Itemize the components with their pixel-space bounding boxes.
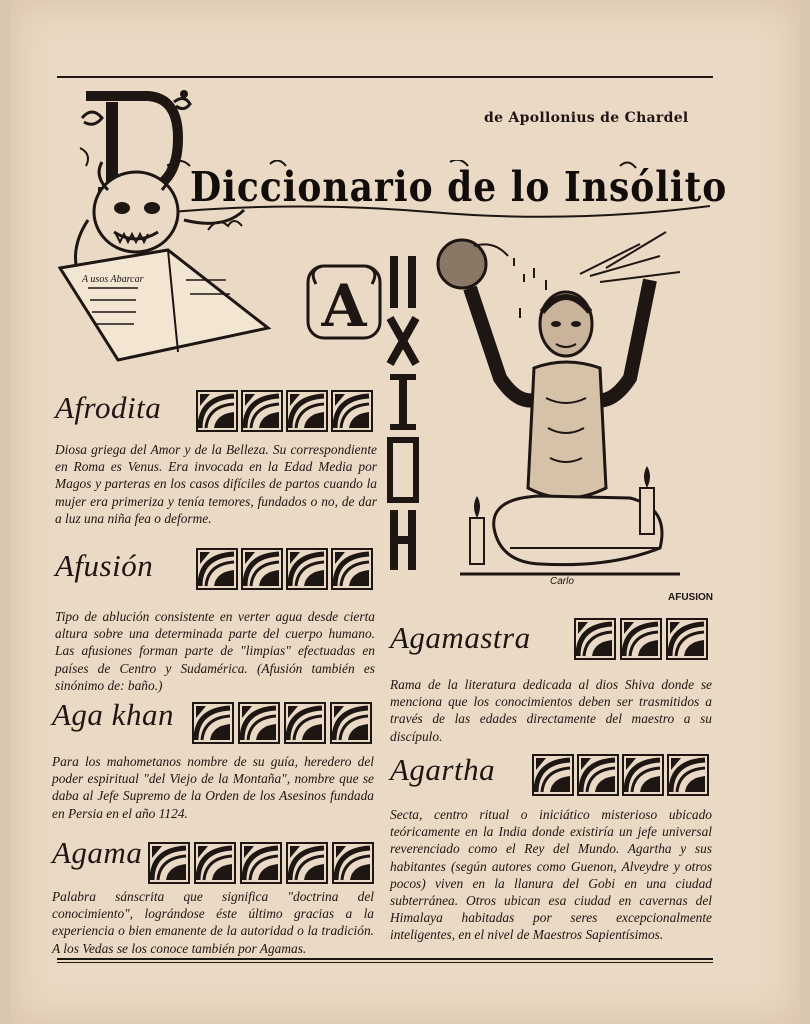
ornament-band-aga-khan	[192, 702, 376, 746]
entry-term-aga-khan: Aga khan	[52, 697, 174, 732]
page-title: Diccionario de lo Insólito	[190, 162, 728, 212]
entry-text-agama: Palabra sánscrita que significa "doctrina del conocimiento", lográndose éste último gracias a la experiencia o bien emanente de la autoridad o la tradición. A los Vedas se los conoce también por Agamas.	[52, 889, 374, 956]
demon-with-book-illustration	[58, 160, 278, 365]
byline: de Apollonius de Chardel	[484, 110, 689, 126]
entry-term-afrodita: Afrodita	[55, 390, 162, 425]
artist-signature: Carlo	[550, 576, 574, 587]
entry-term-agartha: Agartha	[390, 752, 496, 787]
ornament-band-afrodita	[196, 390, 376, 434]
section-letter: A	[321, 272, 367, 340]
entry-text-afrodita: Diosa griega del Amor y de la Belleza. Su correspondiente en Roma es Venus. Era invocada en la Edad Media por Magos y parteras en los casos difíciles de partos cuando la mujer era primeriza y tenía temores, fundados o no, de dar a luz una niña fea o deforme.	[55, 442, 377, 526]
bottom-rule	[57, 958, 713, 960]
entry-term-agamastra: Agamastra	[390, 620, 531, 655]
afusion-illustration	[430, 228, 715, 588]
top-rule	[57, 76, 713, 78]
entry-text-aga-khan: Para los mahometanos nombre de su guía, heredero del poder espiritual "del Viejo de la Montaña", nombre que se daba al Jefe Supremo de la Orden de los Asesinos fundada en Persia en el año 1124.	[52, 754, 374, 821]
entry-term-agama: Agama	[52, 835, 143, 870]
ornament-band-agartha	[532, 754, 712, 798]
vertical-ornament-bars	[386, 254, 426, 572]
section-letter-ornament	[306, 262, 382, 342]
ornament-band-agama	[148, 842, 374, 886]
ornament-band-afusion	[196, 548, 376, 592]
entry-text-afusion: Tipo de ablución consistente en verter agua desde cierta altura sobre una determinada parte del cuerpo humano. Las afusiones forman parte de "limpias" efectuadas en países de Centro y Sudamérica. (Afusión también es sinónimo de: baño.)	[55, 609, 375, 693]
ornament-band-agamastra	[574, 618, 710, 662]
entry-text-agamastra: Rama de la literatura dedicada al dios Shiva donde se menciona que los conocimientos deben ser trasmitidos a través de las edades directamente del maestro a su discípulo.	[390, 677, 712, 744]
illustration-caption: AFUSION	[668, 592, 713, 603]
book-scribble: A usos Abarcar	[82, 274, 144, 285]
entry-text-agartha: Secta, centro ritual o iniciático misterioso ubicado teóricamente en la India donde existiría un jefe universal reverenciado como el Rey del Mundo. Agartha y sus habitantes (según autores como Guenon, Alveydre y otros pocos) viven en la llanura del Gobi en una ciudad subterránea. Otros ubican esa ciudad en cavernas del Himalaya habitadas por seres excepcionalmente inteligentes, en el nivel de Maestros Sapientísimos.	[390, 807, 712, 943]
entry-term-afusion: Afusión	[55, 548, 154, 583]
